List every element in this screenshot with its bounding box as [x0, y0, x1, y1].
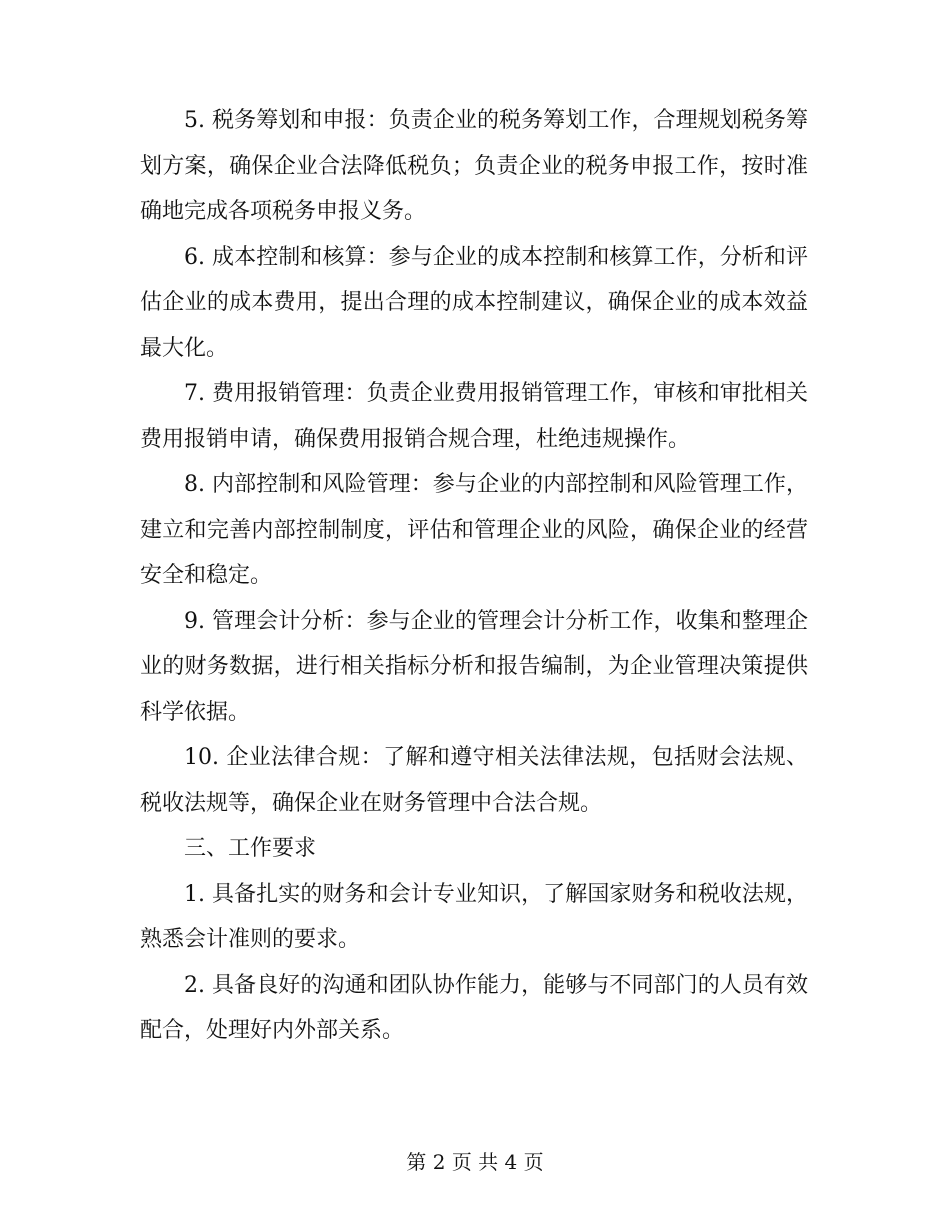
page-number-footer: 第 2 页 共 4 页	[406, 1150, 544, 1174]
paragraph-cost-control: 6. 成本控制和核算：参与企业的成本控制和核算工作，分析和评估企业的成本费用，提出合理的成本控制建议，确保企业的成本效益最大化。	[140, 244, 808, 361]
section-heading-work-requirements: 三、工作要求	[184, 836, 317, 861]
paragraph-expense-reimbursement: 7. 费用报销管理：负责企业费用报销管理工作，审核和审批相关费用报销申请，确保费用报销合规合理，杜绝违规操作。	[140, 381, 808, 452]
paragraph-requirement-knowledge: 1. 具备扎实的财务和会计专业知识，了解国家财务和税收法规，熟悉会计准则的要求。	[140, 881, 808, 952]
paragraph-requirement-communication: 2. 具备良好的沟通和团队协作能力，能够与不同部门的人员有效配合，处理好内外部关系。	[140, 972, 808, 1043]
document-body	[140, 98, 808, 1054]
paragraph-management-accounting: 9. 管理会计分析：参与企业的管理会计分析工作，收集和整理企业的财务数据，进行相关指标分析和报告编制，为企业管理决策提供科学依据。	[140, 608, 808, 725]
paragraph-legal-compliance: 10. 企业法律合规：了解和遵守相关法律法规，包括财会法规、税收法规等，确保企业在财务管理中合法合规。	[140, 745, 808, 816]
paragraph-internal-control: 8. 内部控制和风险管理：参与企业的内部控制和风险管理工作，建立和完善内部控制制度，评估和管理企业的风险，确保企业的经营安全和稳定。	[140, 472, 808, 588]
paragraph-tax-planning: 5. 税务筹划和申报：负责企业的税务筹划工作，合理规划税务筹划方案，确保企业合法降低税负；负责企业的税务申报工作，按时准确地完成各项税务申报义务。	[140, 108, 808, 224]
